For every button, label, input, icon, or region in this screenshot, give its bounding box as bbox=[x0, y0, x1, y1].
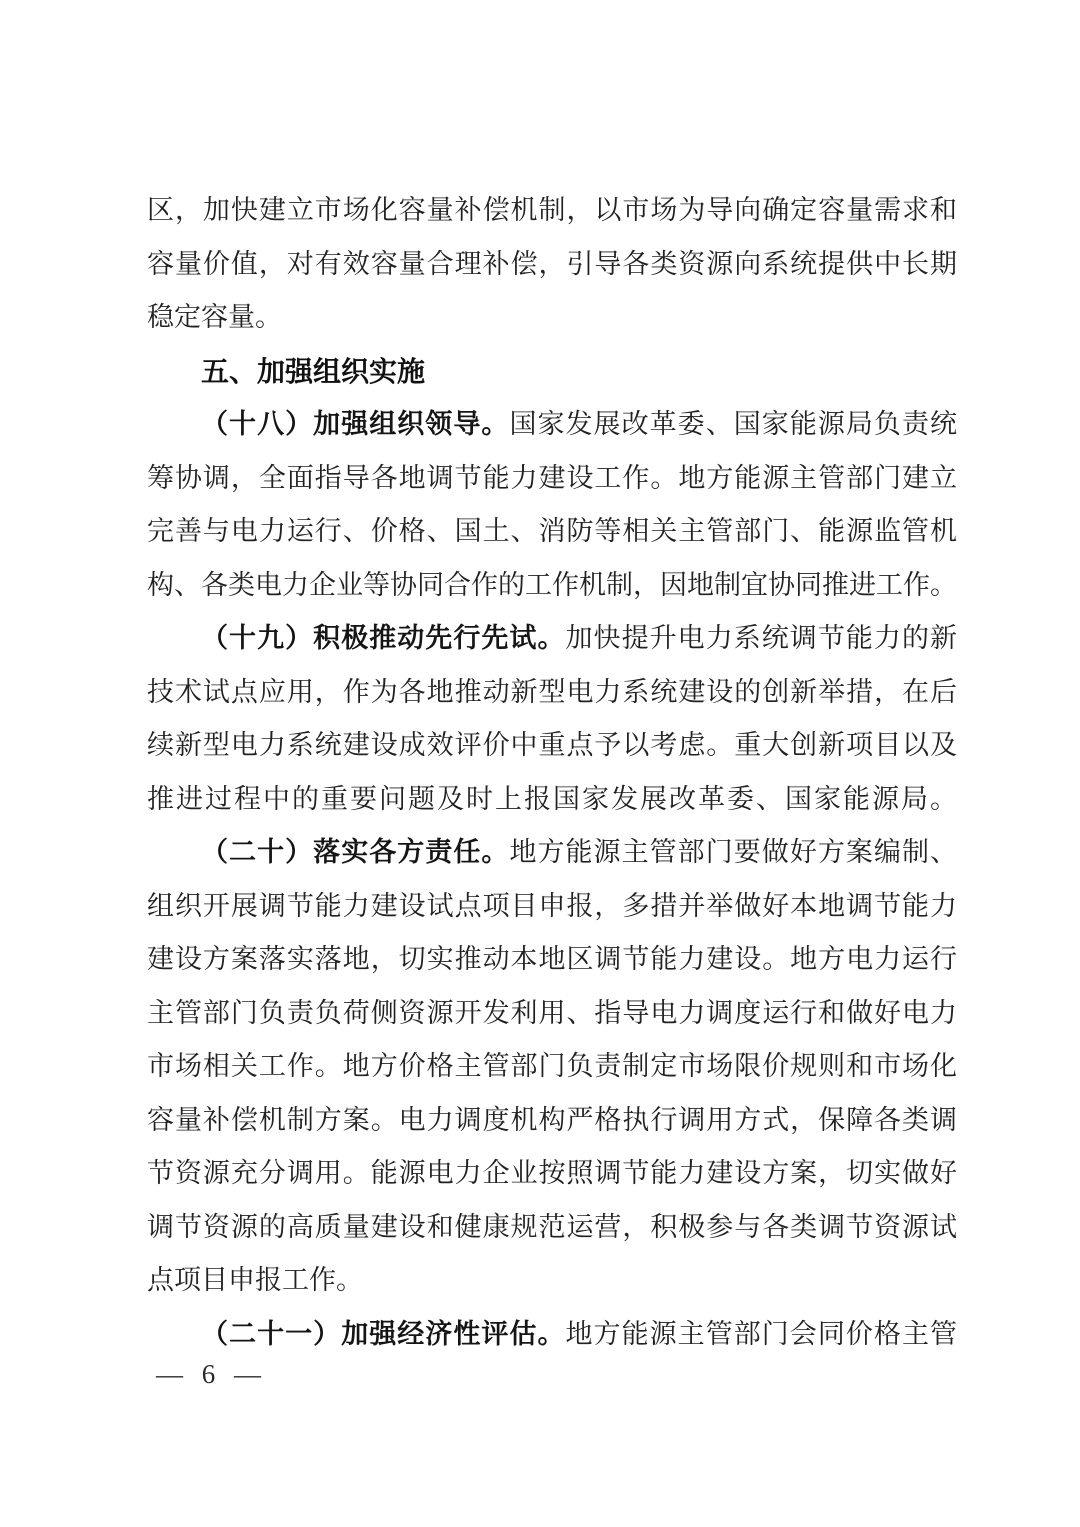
line-text: 容量价值，对有效容量合理补偿，引导各类资源向系统提供中长期 bbox=[147, 248, 957, 279]
line-text: 续新型电力系统建设成效评价中重点予以考虑。重大创新项目以及 bbox=[147, 730, 957, 760]
line-text: 节资源充分调用。能源电力企业按照调节能力建设方案，切实做好 bbox=[147, 1158, 957, 1188]
line-text: 推进过程中的重要问题及时上报国家发展改革委、国家能源局。 bbox=[147, 783, 957, 814]
text-line bbox=[147, 933, 957, 987]
section-heading-text: 五、加强组织实施 bbox=[201, 355, 426, 387]
line-text: 国家发展改革委、国家能源局负责统 bbox=[509, 409, 958, 439]
text-line bbox=[147, 1094, 957, 1148]
line-text: 构、各类电力企业等协同合作的工作机制，因地制宜协同推进工作。 bbox=[147, 569, 957, 600]
text-line bbox=[147, 505, 957, 559]
text-line bbox=[147, 880, 957, 934]
text-line bbox=[147, 452, 957, 506]
page-body bbox=[147, 184, 957, 1361]
paragraph-lead: （十八）加强组织领导。 bbox=[201, 409, 510, 439]
paragraph-lead: （二十）落实各方责任。 bbox=[201, 837, 510, 867]
line-text: 市场相关工作。地方价格主管部门负责制定市场限价规则和市场化 bbox=[147, 1051, 957, 1081]
text-line bbox=[147, 1040, 957, 1094]
line-text: 主管部门负责负荷侧资源开发利用、指导电力调度运行和做好电力 bbox=[147, 997, 957, 1028]
page-number: — 6 — bbox=[156, 1359, 267, 1389]
line-text: 区，加快建立市场化容量补偿机制，以市场为导向确定容量需求和 bbox=[147, 195, 957, 225]
paragraph-lead: （十九）积极推动先行先试。 bbox=[201, 623, 566, 653]
text-line bbox=[147, 238, 957, 292]
section-heading bbox=[147, 345, 957, 399]
text-line bbox=[147, 184, 957, 238]
text-line bbox=[147, 1201, 957, 1255]
line-text: 组织开展调节能力建设试点项目申报，多措并举做好本地调节能力 bbox=[147, 890, 957, 921]
line-text: 完善与电力运行、价格、国土、消防等相关主管部门、能源监管机 bbox=[147, 516, 957, 546]
line-text: 地方能源主管部门会同价格主管 bbox=[565, 1318, 957, 1349]
line-text: 加快提升电力系统调节能力的新 bbox=[565, 623, 957, 653]
line-text: 稳定容量。 bbox=[147, 302, 282, 332]
text-line bbox=[147, 291, 957, 345]
text-line bbox=[147, 398, 957, 452]
line-text: 调节资源的高质量建设和健康规范运营，积极参与各类调节资源试 bbox=[147, 1211, 957, 1242]
paragraph-lead: （二十一）加强经济性评估。 bbox=[201, 1318, 566, 1349]
text-line bbox=[147, 773, 957, 827]
text-line bbox=[147, 1308, 957, 1362]
text-line bbox=[147, 987, 957, 1041]
line-text: 地方能源主管部门要做好方案编制、 bbox=[509, 837, 958, 867]
text-line bbox=[147, 612, 957, 666]
line-text: 筹协调，全面指导各地调节能力建设工作。地方能源主管部门建立 bbox=[147, 462, 957, 493]
text-line bbox=[147, 719, 957, 773]
line-text: 点项目申报工作。 bbox=[147, 1265, 363, 1295]
text-line bbox=[147, 559, 957, 613]
line-text: 容量补偿机制方案。电力调度机构严格执行调用方式，保障各类调 bbox=[147, 1104, 957, 1135]
line-text: 技术试点应用，作为各地推动新型电力系统建设的创新举措，在后 bbox=[147, 676, 957, 707]
text-line bbox=[147, 1254, 957, 1308]
text-line bbox=[147, 666, 957, 720]
text-line bbox=[147, 826, 957, 880]
text-line bbox=[147, 1147, 957, 1201]
line-text: 建设方案落实落地，切实推动本地区调节能力建设。地方电力运行 bbox=[147, 944, 957, 974]
